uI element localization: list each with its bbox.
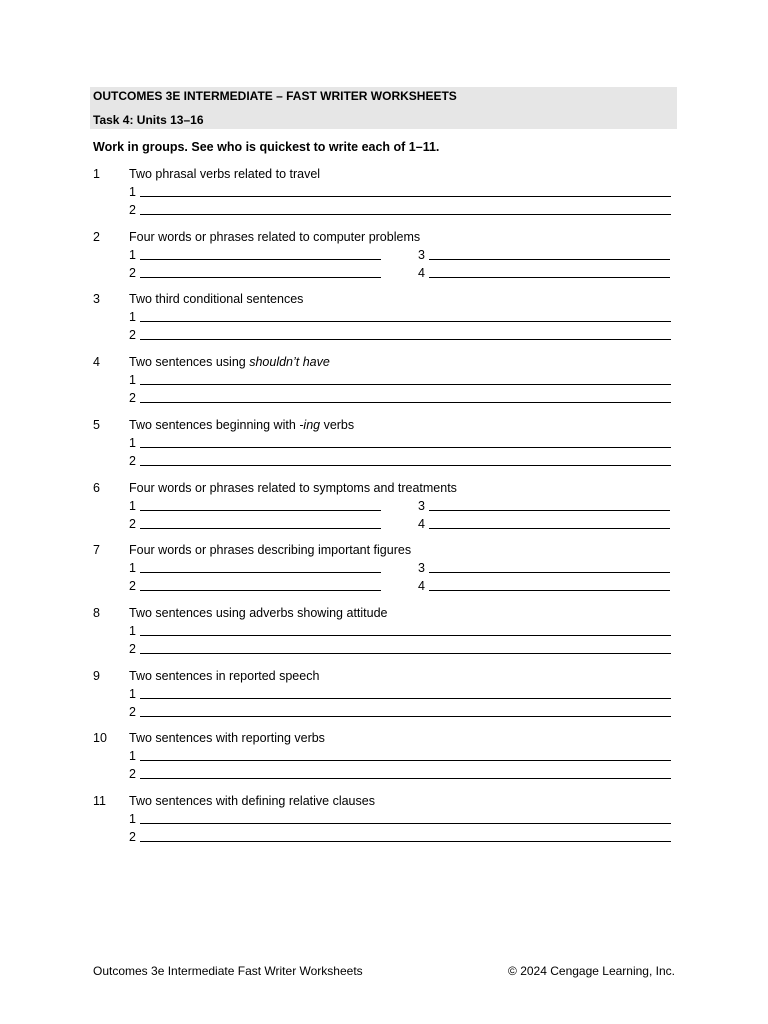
answer-line[interactable] <box>129 373 671 387</box>
prompt-text: Two phrasal verbs related to travel <box>129 167 321 181</box>
answer-line-number: 1 <box>129 749 136 763</box>
answer-line-number: 1 <box>129 624 136 638</box>
answer-rule <box>140 214 671 215</box>
item-prompt <box>129 669 319 683</box>
item-number: 7 <box>93 543 100 557</box>
exercise-item <box>93 167 677 223</box>
prompt-text: Two sentences using adverbs showing attitude <box>129 606 388 620</box>
answer-line[interactable] <box>129 436 671 450</box>
answer-line[interactable] <box>129 579 381 593</box>
exercise-item <box>93 794 677 850</box>
item-number: 8 <box>93 606 100 620</box>
answer-line[interactable] <box>129 624 671 638</box>
exercise-item <box>93 292 677 348</box>
answer-line[interactable] <box>129 517 381 531</box>
answer-line[interactable] <box>129 185 671 199</box>
answer-rule <box>140 402 671 403</box>
item-prompt <box>129 167 320 181</box>
item-prompt <box>129 292 303 306</box>
prompt-text: Two sentences beginning with <box>129 418 300 432</box>
answer-line-number: 3 <box>418 248 425 262</box>
worksheet-title: OUTCOMES 3E INTERMEDIATE – FAST WRITER WORKSHEETS <box>93 89 457 103</box>
item-number: 5 <box>93 418 100 432</box>
item-prompt <box>129 230 420 244</box>
answer-line[interactable] <box>418 248 670 262</box>
answer-line-number: 2 <box>129 642 136 656</box>
answer-line-number: 1 <box>129 310 136 324</box>
answer-line[interactable] <box>418 517 670 531</box>
answer-rule <box>140 510 381 511</box>
answer-line[interactable] <box>129 328 671 342</box>
item-number: 4 <box>93 355 100 369</box>
answer-line-number: 2 <box>129 830 136 844</box>
item-number: 3 <box>93 292 100 306</box>
answer-line[interactable] <box>129 705 671 719</box>
answer-line-number: 1 <box>129 812 136 826</box>
prompt-text: Four words or phrases related to symptoms and treatments <box>129 481 457 495</box>
answer-rule <box>140 447 671 448</box>
item-number: 2 <box>93 230 100 244</box>
answer-line-number: 4 <box>418 579 425 593</box>
answer-line-number: 1 <box>129 373 136 387</box>
answer-line-number: 2 <box>129 266 136 280</box>
answer-line-number: 3 <box>418 561 425 575</box>
answer-rule <box>140 196 671 197</box>
item-prompt <box>129 606 388 620</box>
answer-line[interactable] <box>129 248 381 262</box>
answer-rule <box>140 635 671 636</box>
exercise-item <box>93 669 677 725</box>
answer-line[interactable] <box>129 266 381 280</box>
prompt-text: shouldn’t have <box>249 355 330 369</box>
answer-rule <box>429 572 670 573</box>
item-prompt <box>129 481 457 495</box>
answer-rule <box>140 259 381 260</box>
answer-rule <box>140 698 671 699</box>
answer-rule <box>140 277 381 278</box>
exercise-item <box>93 731 677 787</box>
item-prompt <box>129 543 411 557</box>
answer-line-number: 2 <box>129 391 136 405</box>
answer-line-number: 2 <box>129 517 136 531</box>
item-number: 10 <box>93 731 107 745</box>
answer-line-number: 2 <box>129 203 136 217</box>
prompt-text: Two sentences with reporting verbs <box>129 731 325 745</box>
answer-line-number: 2 <box>129 767 136 781</box>
footer-title: Outcomes 3e Intermediate Fast Writer Worksheets <box>93 964 363 978</box>
footer-copyright: © 2024 Cengage Learning, Inc. <box>508 964 675 978</box>
answer-rule <box>140 823 671 824</box>
answer-rule <box>140 384 671 385</box>
item-number: 1 <box>93 167 100 181</box>
answer-rule <box>140 572 381 573</box>
exercise-item <box>93 230 677 286</box>
title-banner <box>90 87 677 129</box>
answer-line-number: 4 <box>418 266 425 280</box>
answer-line-number: 3 <box>418 499 425 513</box>
answer-line[interactable] <box>418 266 670 280</box>
answer-line-number: 2 <box>129 454 136 468</box>
prompt-text: verbs <box>320 418 355 432</box>
answer-rule <box>140 716 671 717</box>
answer-line-number: 2 <box>129 705 136 719</box>
answer-line-number: 1 <box>129 499 136 513</box>
item-number: 6 <box>93 481 100 495</box>
item-prompt <box>129 794 375 808</box>
answer-line[interactable] <box>418 579 670 593</box>
answer-line[interactable] <box>418 499 670 513</box>
instructions: Work in groups. See who is quickest to write each of 1–11. <box>93 140 440 154</box>
answer-line-number: 2 <box>129 328 136 342</box>
answer-rule <box>140 528 381 529</box>
answer-line[interactable] <box>129 499 381 513</box>
exercise-item <box>93 543 677 599</box>
answer-line[interactable] <box>129 561 381 575</box>
answer-line-number: 1 <box>129 687 136 701</box>
answer-line[interactable] <box>129 687 671 701</box>
answer-line[interactable] <box>129 310 671 324</box>
answer-rule <box>140 841 671 842</box>
answer-line[interactable] <box>418 561 670 575</box>
answer-line[interactable] <box>129 830 671 844</box>
answer-rule <box>140 653 671 654</box>
answer-rule <box>429 528 670 529</box>
answer-rule <box>429 510 670 511</box>
answer-line-number: 4 <box>418 517 425 531</box>
answer-line[interactable] <box>129 749 671 763</box>
answer-rule <box>429 277 670 278</box>
answer-rule <box>140 760 671 761</box>
answer-line[interactable] <box>129 203 671 217</box>
prompt-text: Four words or phrases related to computer problems <box>129 230 421 244</box>
prompt-text: Four words or phrases describing important figures <box>129 543 412 557</box>
answer-line-number: 1 <box>129 436 136 450</box>
answer-rule <box>429 259 670 260</box>
exercise-item <box>93 355 677 411</box>
answer-line[interactable] <box>129 454 671 468</box>
item-number: 11 <box>93 794 106 808</box>
answer-rule <box>140 339 671 340</box>
answer-line[interactable] <box>129 812 671 826</box>
answer-line[interactable] <box>129 391 671 405</box>
answer-rule <box>429 590 670 591</box>
item-prompt <box>129 731 325 745</box>
item-prompt <box>129 418 354 432</box>
prompt-text: -ing <box>299 418 321 432</box>
item-prompt <box>129 355 330 369</box>
answer-line[interactable] <box>129 642 671 656</box>
exercise-item <box>93 606 677 662</box>
answer-line-number: 1 <box>129 185 136 199</box>
answer-line[interactable] <box>129 767 671 781</box>
item-number: 9 <box>93 669 100 683</box>
prompt-text: Two sentences in reported speech <box>129 669 320 683</box>
answer-rule <box>140 465 671 466</box>
answer-line-number: 2 <box>129 579 136 593</box>
answer-rule <box>140 321 671 322</box>
answer-rule <box>140 590 381 591</box>
answer-line-number: 1 <box>129 561 136 575</box>
prompt-text: Two sentences with defining relative clauses <box>129 794 375 808</box>
task-subtitle: Task 4: Units 13–16 <box>93 113 204 127</box>
exercise-item <box>93 418 677 474</box>
exercise-item <box>93 481 677 537</box>
prompt-text: Two third conditional sentences <box>129 292 304 306</box>
answer-line-number: 1 <box>129 248 136 262</box>
answer-rule <box>140 778 671 779</box>
prompt-text: Two sentences using <box>129 355 250 369</box>
